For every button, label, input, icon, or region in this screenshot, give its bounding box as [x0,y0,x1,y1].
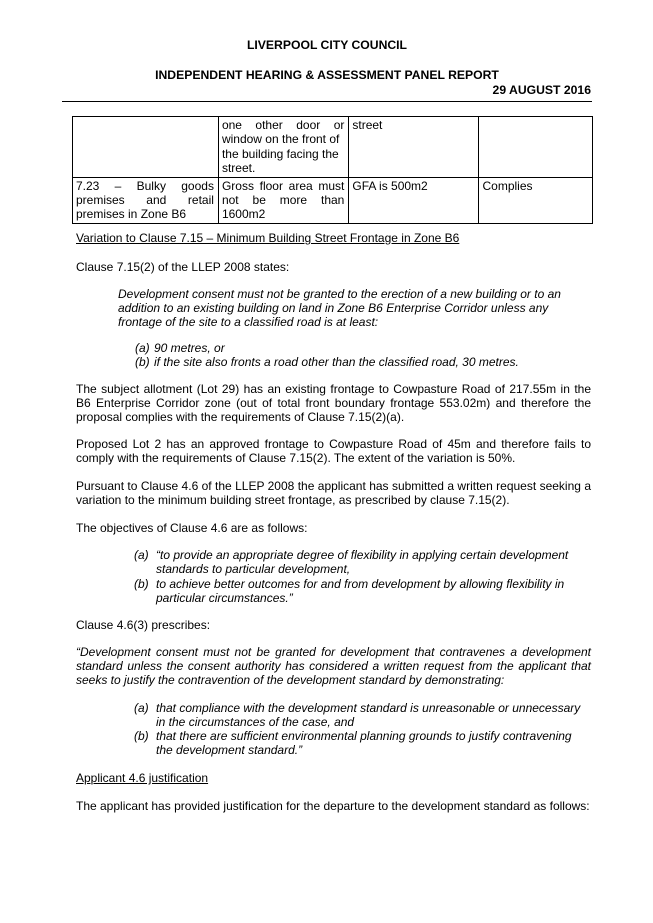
paragraph: The subject allotment (Lot 29) has an existing frontage to Cowpasture Road of 217.55m in the B6 Enterprise Corridor zone (out of total front boundary frontage 553.02m) and therefore the proposal complies with the requirements of Clause 7.15(2)(a). [76,382,591,424]
table-cell [218,177,348,223]
table-cell: Complies [479,177,593,223]
list-marker: (a) [134,701,149,715]
cell-line: the building facing the [221,146,339,161]
list-text: 90 metres, or [154,341,225,355]
cell-line: premises in Zone B6 [76,207,187,222]
cell-line: window on the front of [221,132,340,147]
table-cell [73,177,219,223]
list-item [134,701,590,729]
quoted-clause: “Development consent must not be granted for development that contravenes a development standard unless the consent authority has considered a written request from the applicant that seeks to justify the contravention of the development standard by demonstrating: [76,645,591,687]
section-heading: Applicant 4.6 justification [76,771,209,785]
council-name: LIVERPOOL CITY COUNCIL [246,38,408,52]
table-cell: street [349,117,479,178]
paragraph: The objectives of Clause 4.6 are as follows: [76,521,308,535]
table-row [73,117,593,178]
table-cell [218,117,348,178]
table-cell [73,117,219,178]
list-text: to achieve better outcomes for and from development by allowing flexibility in particular circumstances.” [156,577,565,605]
list-item [134,548,590,576]
section-heading: Variation to Clause 7.15 – Minimum Building Street Frontage in Zone B6 [76,231,460,245]
list-marker: (b) [135,355,150,369]
list-marker: (a) [134,548,149,562]
quoted-clause: Development consent must not be granted to the erection of a new building or to an addition to an existing building on land in Zone B6 Enterprise Corridor unless any frontage of the site to a classified road is at least: [118,287,561,329]
list-marker: (a) [135,341,150,355]
paragraph: Pursuant to Clause 4.6 of the LLEP 2008 the applicant has submitted a written request seeking a variation to the minimum building street frontage, as prescribed by clause 7.15(2). [76,479,591,507]
list-marker: (b) [134,729,149,743]
compliance-table [72,116,593,224]
list-text: “to provide an appropriate degree of flexibility in applying certain development standards to particular development, [156,548,569,576]
header-rule [62,101,592,102]
table-cell: GFA is 500m2 [349,177,479,223]
report-date: 29 AUGUST 2016 [492,83,591,97]
cell-line: street. [221,161,256,176]
report-title: INDEPENDENT HEARING & ASSESSMENT PANEL REPORT [155,68,499,82]
list-item [134,577,590,605]
cell-line: one other door or [221,118,345,132]
list-marker: (b) [134,577,149,591]
cell-line: premises and retail [76,193,214,208]
list-text: if the site also fronts a road other than the classified road, 30 metres. [154,355,519,369]
list-text: that there are sufficient environmental planning grounds to justify contravening the development standard.” [156,729,572,757]
cell-line: Gross floor area must [221,178,345,193]
cell-line: 1600m2 [221,207,266,222]
paragraph: Clause 7.15(2) of the LLEP 2008 states: [76,260,290,274]
paragraph: The applicant has provided justification for the departure to the development standard as follows: [76,799,590,813]
list-text: that compliance with the development standard is unreasonable or unnecessary in the circumstances of the case, and [156,701,581,729]
paragraph: Proposed Lot 2 has an approved frontage to Cowpasture Road of 45m and therefore fails to comply with the requirements of Clause 7.15(2). The extent of the variation is 50%. [76,437,591,465]
list-item [134,729,590,757]
paragraph: Clause 4.6(3) prescribes: [76,618,211,632]
table-cell [479,117,593,178]
cell-line: 7.23 – Bulky goods [76,178,214,193]
table-row [73,177,593,223]
cell-line: not be more than [221,193,345,208]
